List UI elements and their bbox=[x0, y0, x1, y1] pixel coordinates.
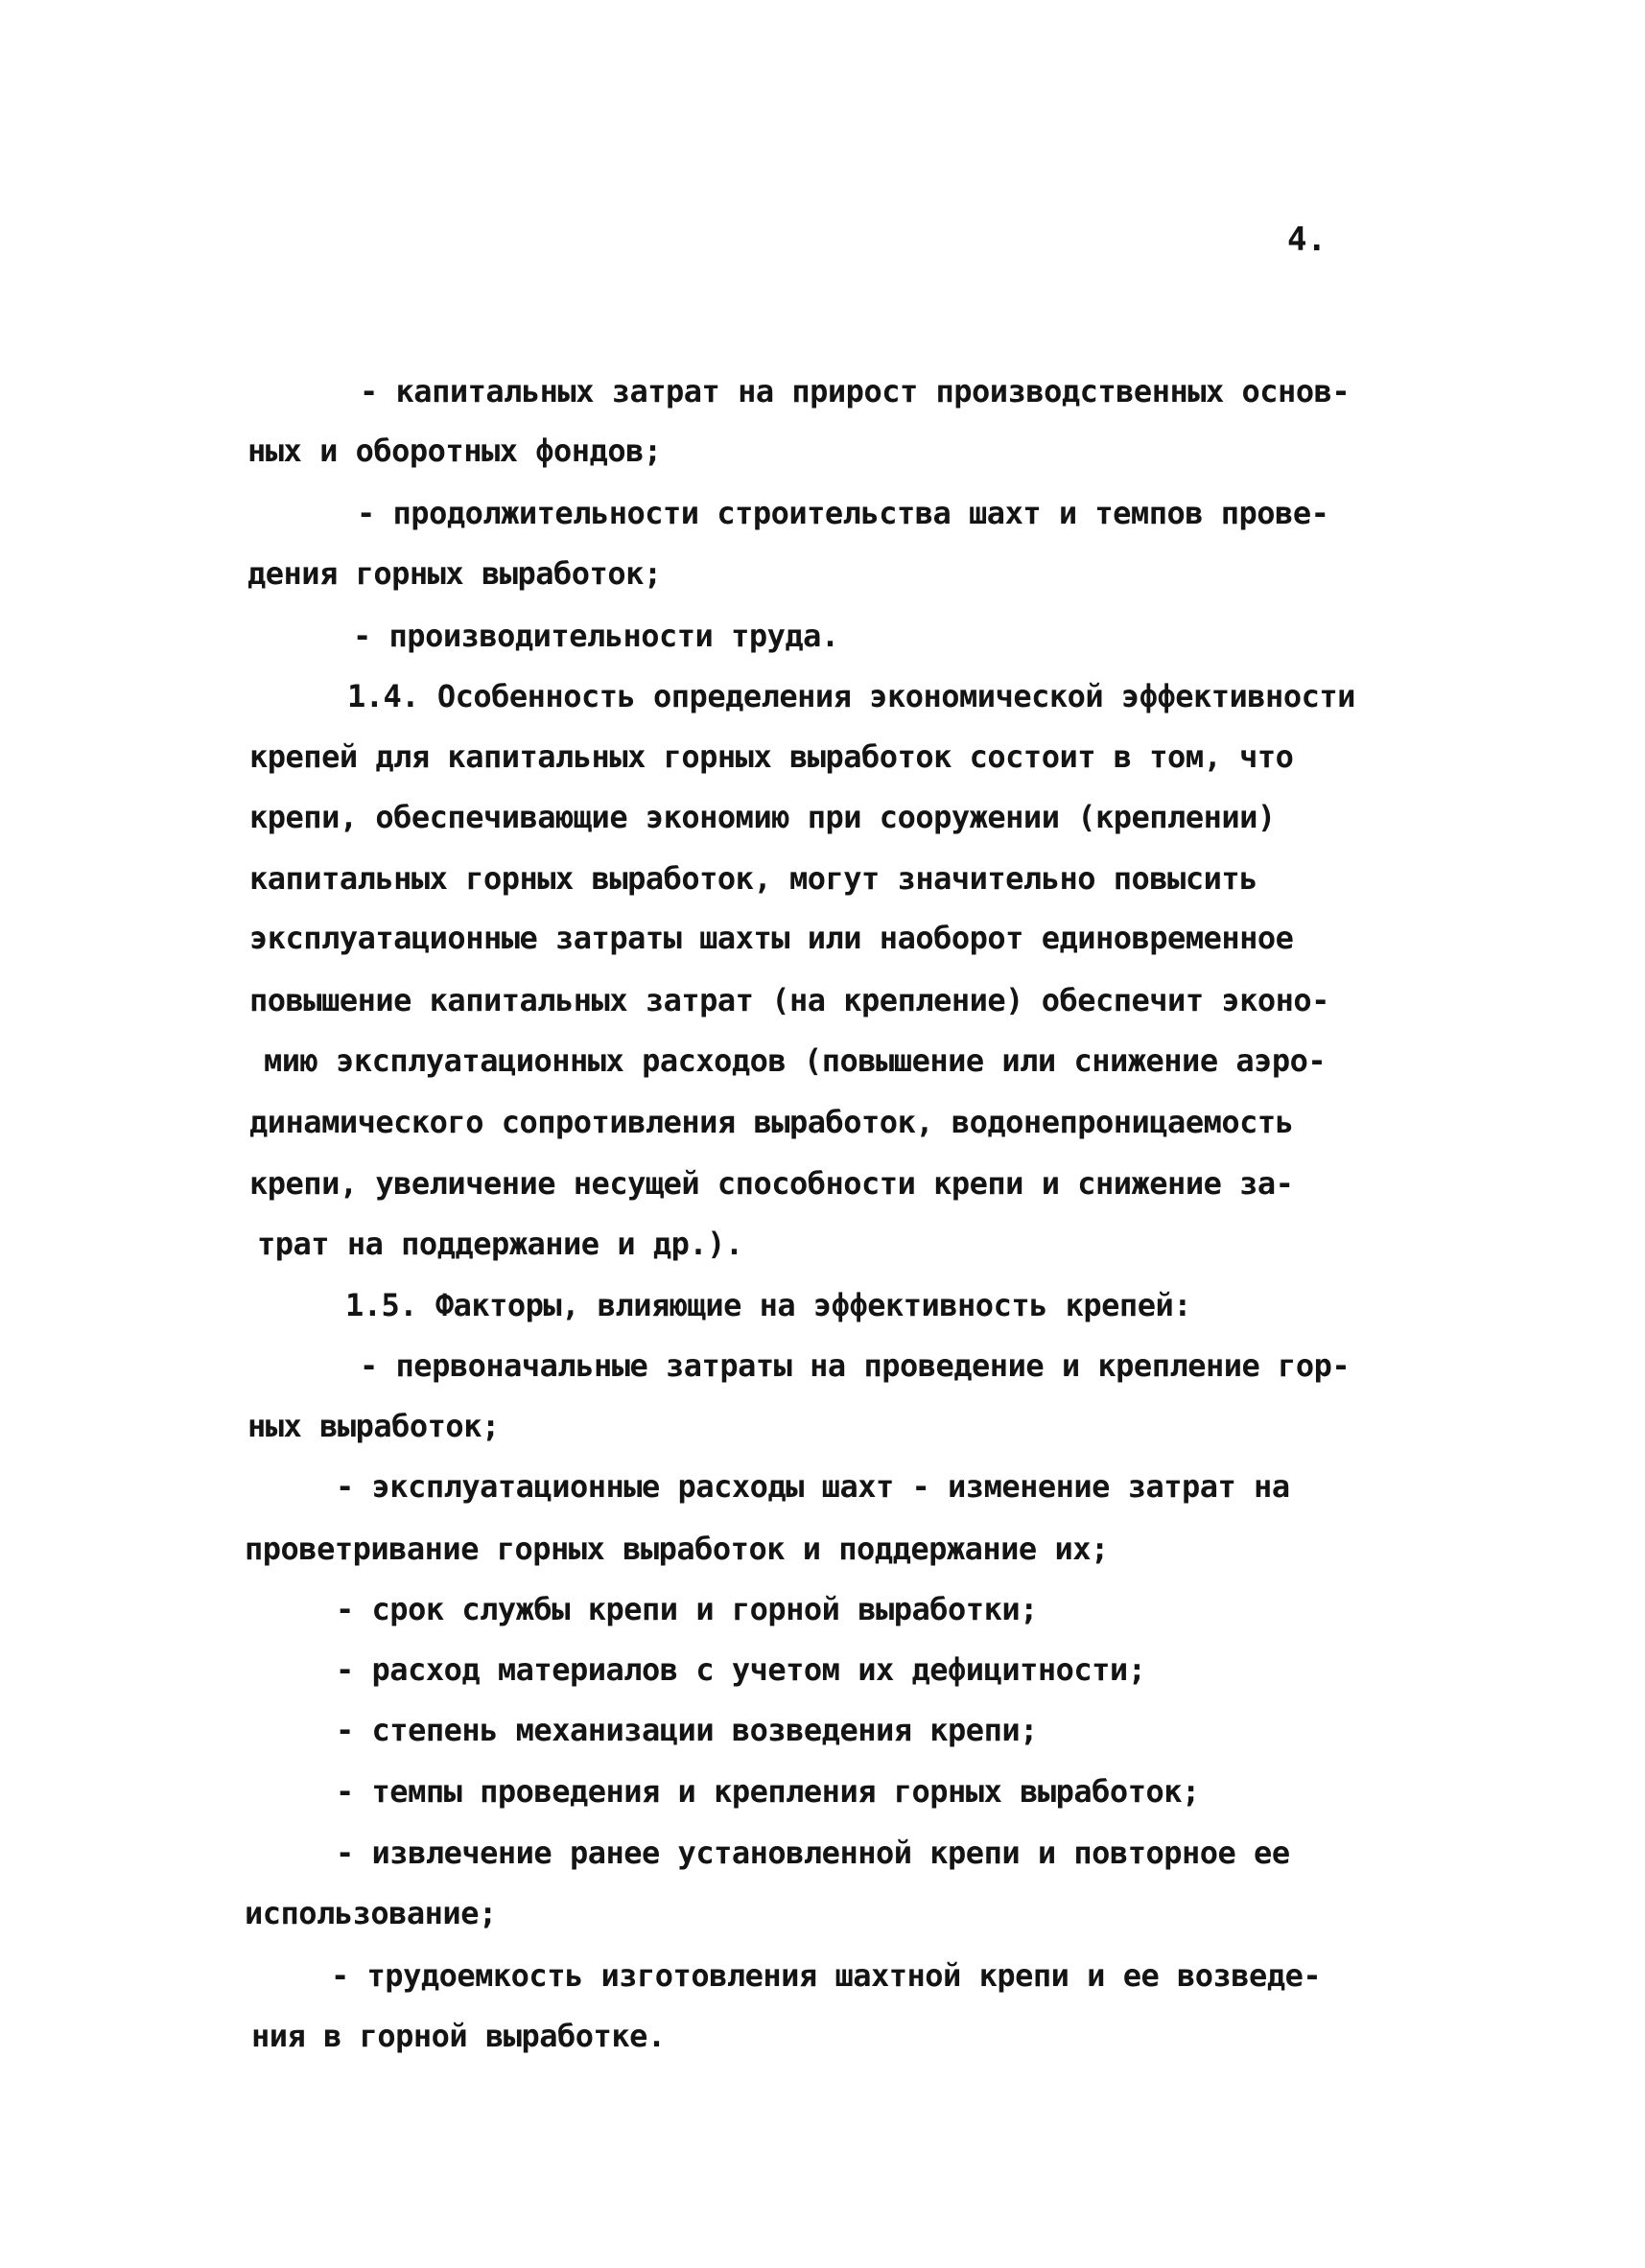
list-item: - первоначальные затраты на проведение и крепление гор- bbox=[360, 1347, 1351, 1384]
section-heading-1-5: 1.5. Факторы, влияющие на эффективность крепей: bbox=[345, 1287, 1191, 1323]
text-line: эксплуатационные затраты шахты или наоборот единовременное bbox=[249, 920, 1294, 956]
text-line: крепей для капитальных горных выработок состоит в том, что bbox=[249, 738, 1294, 775]
text-line: крепи, обеспечивающие экономию при сооружении (креплении) bbox=[249, 799, 1276, 835]
text-line: крепи, увеличение несущей способности крепи и снижение за- bbox=[249, 1165, 1294, 1202]
list-item: - извлечение ранее установленной крепи и повторное ее bbox=[336, 1835, 1290, 1871]
list-item: - темпы проведения и крепления горных выработок; bbox=[336, 1773, 1200, 1810]
text-line: проветривание горных выработок и поддержание их; bbox=[245, 1531, 1109, 1567]
text-line: капитальных горных выработок, могут значительно повысить bbox=[249, 860, 1257, 897]
text-line: - производительности труда. bbox=[353, 618, 839, 654]
text-line: дения горных выработок; bbox=[247, 555, 662, 592]
text-line: ных выработок; bbox=[247, 1408, 500, 1444]
text-line: использование; bbox=[245, 1895, 497, 1931]
list-item: - трудоемкость изготовления шахтной крепи и ее возведе- bbox=[331, 1957, 1322, 1994]
list-item: - расход материалов с учетом их дефицитности; bbox=[336, 1651, 1146, 1688]
text-line: ных и оборотных фондов; bbox=[247, 433, 662, 469]
text-line: трат на поддержание и др.). bbox=[257, 1226, 743, 1262]
text-line: динамического сопротивления выработок, водонепроницаемость bbox=[249, 1104, 1294, 1140]
page-number: 4. bbox=[1287, 221, 1327, 259]
text-line: мию эксплуатационных расходов (повышение или снижение аэро- bbox=[264, 1042, 1327, 1079]
section-heading-1-4: 1.4. Особенность определения экономической эффективности bbox=[347, 678, 1355, 714]
list-item: - эксплуатационные расходы шахт - изменение затрат на bbox=[336, 1468, 1290, 1505]
text-line: - продолжительности строительства шахт и темпов прове- bbox=[357, 495, 1329, 531]
list-item: - степень механизации возведения крепи; bbox=[336, 1712, 1038, 1748]
text-line: ния в горной выработке. bbox=[251, 2018, 666, 2054]
list-item: - срок службы крепи и горной выработки; bbox=[336, 1591, 1038, 1627]
text-line: повышение капитальных затрат (на крепление) обеспечит эконо- bbox=[249, 982, 1329, 1018]
text-line: - капитальных затрат на прирост производственных основ- bbox=[360, 373, 1351, 409]
